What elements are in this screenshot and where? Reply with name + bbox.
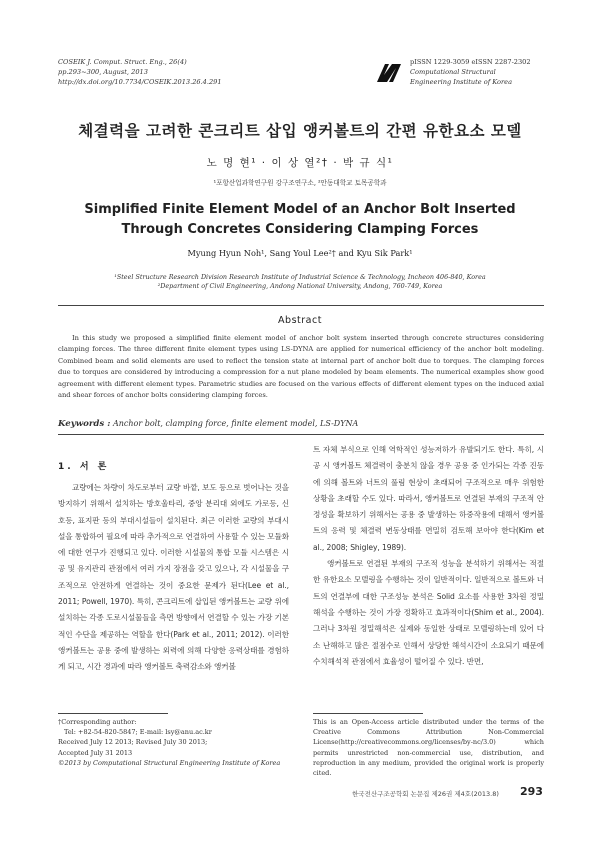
journal-header-left: [58, 57, 222, 87]
english-title-line-2: Through Concretes Considering Clamping Forces: [121, 222, 479, 237]
korean-affiliations: ¹포항산업과학연구원 강구조연구소, ²안동대학교 토목공학과: [213, 179, 387, 187]
intro-paragraph-continued: 트 자체 부식으로 인해 역학적인 성능저하가 유발되기도 한다. 특히, 시공 시 앵커볼트 체결력이 충분치 않을 경우 공용 중 인가되는 각종 진동에 의해 볼트와 너트의 풀림 현상이 초래되어 구조적으로 매우 위험한 상황을 초래할 수도 있다. 따라서, 앵커볼트로 연결된 부재의 구조적 안정성을 확보하기 위해서는 공용 중 발생하는 하중작용에 대해서 앵커볼트의 응력 및 체결력 변동상태를 면밀히 검토해 보아야 한다(Kim et al., 2008; Shigley, 1989).: [313, 445, 544, 552]
body-column-right: [313, 442, 544, 670]
body-column-left: [58, 480, 289, 676]
abstract-text: In this study we proposed a simplified finite element model of anchor bolt system inserted through concrete structures considering clamping forces. The three different finite element types using LS-DYNA are applied for numerical efficiency of the anchor bolt modeling. Combined beam and solid elements are used to reflect the tension state at internal part of anchor bolt due to torques. The clamping forces due to torques are considered by introducing a compression for a nut plane modeled by beam elements. The numerical examples show good agreement with different element types. Parametric studies are focused on the various effects of different element types on the induced axial and shear forces of anchor bolts considering clamping forces.: [58, 334, 544, 400]
corresponding-author: †Corresponding author:: [58, 718, 137, 726]
intro-paragraph-2: 앵커볼트로 연결된 부재의 구조적 성능을 분석하기 위해서는 적절한 유한요소 모델링을 수행하는 것이 일반적이다. 일반적으로 볼트와 너트의 연결부에 대한 구조성능 분석은 Solid 요소를 사용한 3차원 정밀 해석을 수행하는 것이 가장 정확하고 효과적이다(Shim et al., 2004). 그러나 3차원 정밀해석은 실제와 동일한 상태로 모델링하는데 있어 다소 난해하고 많은 절점수로 인해서 상당한 해석시간이 소요되기 때문에 수치해석적 관점에서 효율성이 떨어질 수 있다. 반면,: [313, 559, 544, 666]
section-heading-introduction: 1. 서 론: [58, 462, 110, 472]
keywords-list: Anchor bolt, clamping force, finite element model, LS-DYNA: [112, 419, 359, 428]
abstract: [58, 333, 544, 401]
affiliation-2: ²Department of Civil Engineering, Andong National University, Andong, 760-749, Korea: [157, 282, 443, 290]
english-title-line-1: Simplified Finite Element Model of an Anchor Bolt Inserted: [84, 202, 516, 217]
english-authors: Myung Hyun Noh¹, Sang Youl Lee²† and Kyu Sik Park¹: [187, 248, 413, 258]
institute-logo-icon: [376, 63, 402, 83]
page-number: 293: [520, 785, 543, 798]
received-dates: Received July 12 2013; Revised July 30 2013;: [58, 738, 208, 747]
journal-header-right: [410, 57, 531, 87]
doi-link[interactable]: http://dx.doi.org/10.7734/COSEIK.2013.26.4.291: [58, 78, 222, 86]
keywords-label: Keywords :: [58, 419, 111, 429]
intro-paragraph-1: 교량에는 차량이 차도로부터 교량 바깥, 보도 등으로 벗어나는 것을 방지하기 위해서 설치하는 방호울타리, 중앙 분리대 외에도 가로등, 신호등, 표지판 등의 부대시설들이 설치된다. 최근 이러한 교량의 부대시설을 통합하여 필요에 따라 추가적으로 연결하여 사용할 수 있는 모듈화에 대한 연구가 진행되고 있다. 이러한 시설물의 통합 모듈 시스템은 시공 및 유지관리 관점에서 여러 가지 장점을 갖고 있으나, 각 시설물을 구조적으로 안전하게 연결하는 것이 중요한 문제가 된다(Lee et al., 2011; Powell, 1970). 특히, 콘크리트에 삽입된 앵커볼트는 교량 위에 설치하는 각종 도로시설물들을 측면 방향에서 연결할 수 있는 가장 기본적인 수단을 제공하는 역할을 한다(Park et al., 2011; 2012). 이러한 앵커볼트는 공용 중에 발생하는 외력에 의해 다양한 응력상태를 경험하게 되고, 시간 경과에 따라 앵커볼트 축력감소와 앵커볼: [58, 483, 289, 672]
publisher-line-1: Computational Structural: [410, 68, 496, 76]
footnote-rule-left: [58, 713, 168, 714]
contact-info: Tel: +82-54-820-5847; E-mail: lsy@anu.ac.kr: [64, 728, 212, 737]
publisher-line-2: Engineering Institute of Korea: [410, 78, 513, 86]
korean-authors: 노 명 현¹ · 이 상 열²† · 박 규 식¹: [206, 157, 394, 169]
abstract-heading: Abstract: [278, 315, 322, 326]
journal-pages: pp.293~300, August, 2013: [58, 68, 148, 76]
english-title: [0, 200, 600, 240]
korean-title: 체결력을 고려한 콘크리트 삽입 앵커볼트의 간편 유한요소 모델: [78, 122, 522, 140]
copyright: ©2013 by Computational Structural Engineering Institute of Korea: [58, 758, 281, 767]
footnote-rule-right: [313, 713, 423, 714]
keywords: [58, 419, 544, 429]
keywords-bottom-rule: [58, 434, 544, 435]
abstract-top-rule: [58, 305, 544, 306]
affiliation-1: ¹Steel Structure Research Division Research Institute of Industrial Science & Technology, Incheon 406-840, Korea: [114, 273, 486, 281]
footnote-correspondence: [58, 717, 293, 768]
journal-citation: COSEIK J. Comput. Struct. Eng., 26(4): [58, 58, 187, 66]
open-access-notice: This is an Open-Access article distributed under the terms of the Creative Commons Attribution Non-Commercial License(http://creativecommons.org/licenses/by-nc/3.0) which permits unrestricted non-commercial use, distribution, and reproduction in any medium, provided the original work is properly cited.: [313, 718, 544, 778]
footer-journal: 한국전산구조공학회 논문집 제26권 제4호(2013.8): [352, 790, 499, 798]
accepted-date: Accepted July 31 2013: [58, 748, 133, 757]
english-affiliations: [0, 273, 600, 291]
issn: pISSN 1229-3059 eISSN 2287-2302: [410, 58, 531, 66]
